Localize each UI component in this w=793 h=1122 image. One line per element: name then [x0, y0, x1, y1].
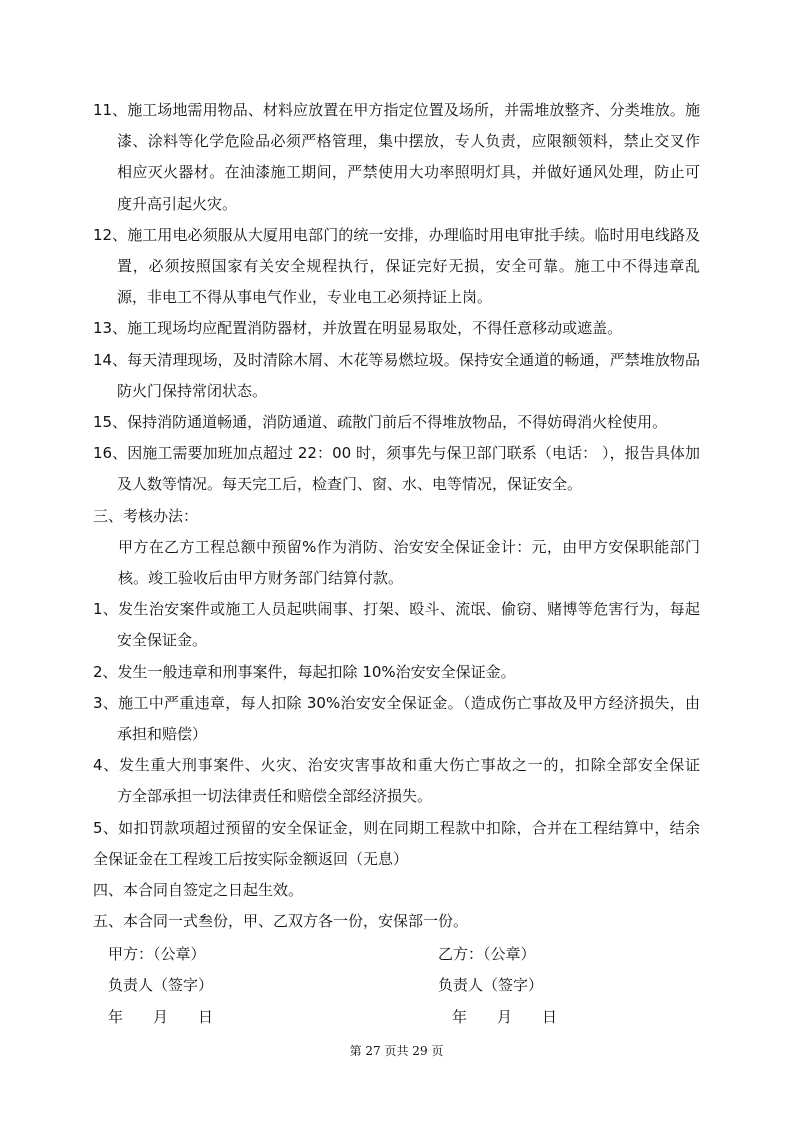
paragraph-6-line: 及人数等情况。每天完工后，检查门、窗、水、电等情况，保证安全。	[117, 475, 583, 493]
party-b-signature: 负责人（签字）	[438, 976, 544, 994]
paragraph-13-line: 5、如扣罚款项超过预留的安全保证金，则在同期工程款中扣除，合并在工程结算中，结余	[93, 819, 700, 837]
paragraph-11-line: 承担和赔偿）	[117, 725, 208, 743]
paragraph-7-line: 三、考核办法：	[93, 507, 199, 525]
paragraph-2-line: 置，必须按照国家有关安全规程执行，保证完好无损，安全可靠。施工中不得违章乱	[117, 257, 700, 275]
paragraph-1-line: 11、施工场地需用物品、材料应放置在甲方指定位置及场所，并需堆放整齐、分类堆放。施	[93, 101, 700, 119]
paragraph-1-line: 漆、涂料等化学危险品必须严格管理，集中摆放，专人负责，应限额领料，禁止交叉作	[117, 132, 700, 150]
paragraph-5-line: 15、保持消防通道畅通，消防通道、疏散门前后不得堆放物品，不得妨碍消火栓使用。	[93, 413, 668, 431]
paragraph-10-line: 2、发生一般违章和刑事案件，每起扣除 10%治安安全保证金。	[93, 663, 516, 681]
paragraph-12-line: 方全部承担一切法律责任和赔偿全部经济损失。	[117, 787, 433, 805]
paragraph-11-line: 3、施工中严重违章，每人扣除 30%治安安全保证金。（造成伤亡事故及甲方经济损失，由	[93, 694, 700, 712]
paragraph-9-line: 安全保证金。	[117, 631, 208, 649]
paragraph-14-line: 四、本合同自签定之日起生效。	[93, 881, 304, 899]
paragraph-13-line: 全保证金在工程竣工后按实际金额返回（无息）	[93, 850, 409, 868]
paragraph-2-line: 源，非电工不得从事电气作业，专业电工必须持证上岗。	[117, 288, 493, 306]
party-a-signature: 负责人（签字）	[108, 976, 214, 994]
party-a-date: 年 月 日	[108, 1008, 214, 1026]
paragraph-3-line: 13、施工现场均应配置消防器材，并放置在明显易取处，不得任意移动或遮盖。	[93, 319, 623, 337]
page-number: 第 27 页共 29 页	[349, 1044, 444, 1058]
paragraph-8-line: 核。竣工验收后由甲方财务部门结算付款。	[118, 569, 404, 587]
paragraph-1-line: 相应灭火器材。在油漆施工期间，严禁使用大功率照明灯具，并做好通风处理，防止可	[117, 163, 700, 181]
paragraph-12-line: 4、发生重大刑事案件、火灾、治安灾害事故和重大伤亡事故之一的，扣除全部安全保证	[93, 756, 700, 774]
party-a-seal: 甲方：（公章）	[108, 945, 206, 963]
paragraph-4-line: 14、每天清理现场，及时清除木屑、木花等易燃垃圾。保持安全通道的畅通，严禁堆放物品	[93, 351, 700, 369]
paragraph-9-line: 1、发生治安案件或施工人员起哄闹事、打架、殴斗、流氓、偷窃、赌博等危害行为，每起	[93, 600, 700, 618]
party-b-date: 年 月 日	[452, 1008, 558, 1026]
paragraph-6-line: 16、因施工需要加班加点超过 22：00 时，须事先与保卫部门联系（电话： ），报告具体加	[93, 444, 700, 462]
paragraph-15-line: 五、本合同一式叁份，甲、乙双方各一份，安保部一份。	[93, 912, 469, 930]
paragraph-4-line: 防火门保持常闭状态。	[117, 382, 268, 400]
party-b-seal: 乙方：（公章）	[438, 945, 536, 963]
paragraph-8-line: 甲方在乙方工程总额中预留%作为消防、治安安全保证金计：元，由甲方安保职能部门	[118, 538, 700, 556]
paragraph-2-line: 12、施工用电必须服从大厦用电部门的统一安排，办理临时用电审批手续。临时用电线路及	[93, 226, 700, 244]
paragraph-1-line: 度升高引起火灾。	[117, 195, 238, 213]
